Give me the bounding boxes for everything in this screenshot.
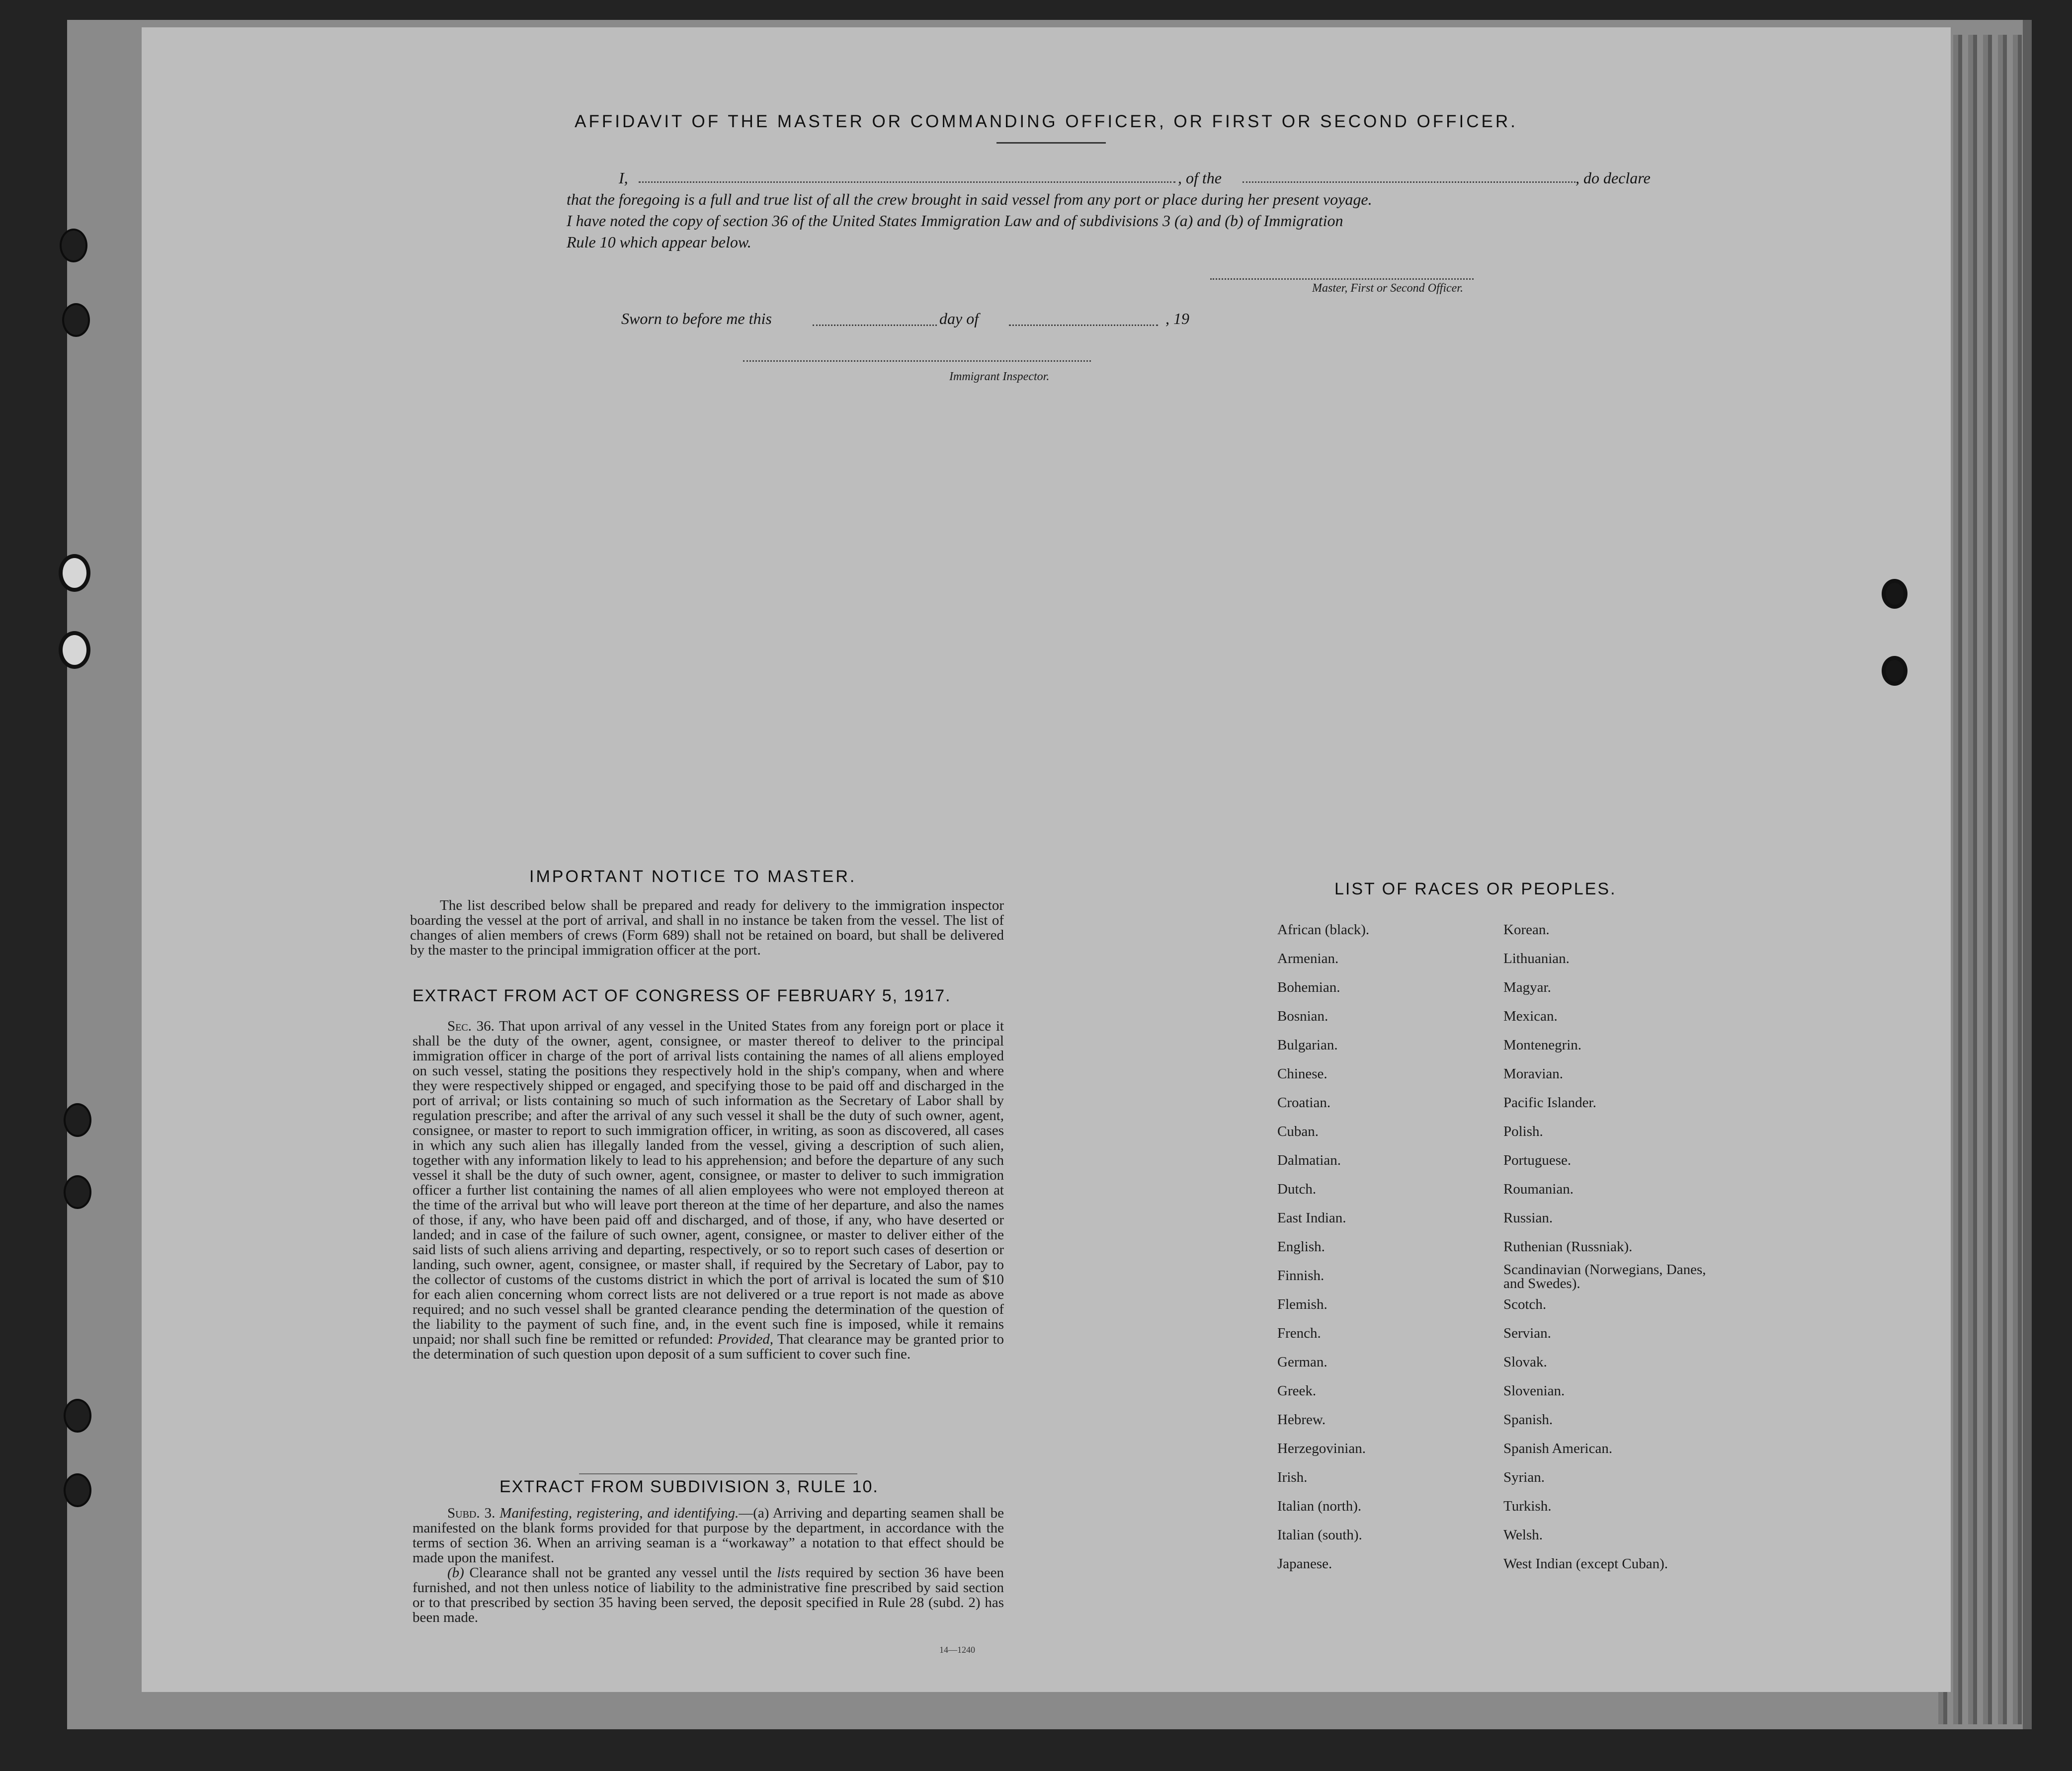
subd-title: Manifesting, registering, and identifying. bbox=[499, 1505, 739, 1521]
section-text: That upon arrival of any vessel in the United States from any foreign port or place it shall be the duty of the owner, agent, consignee, or master thereof to deliver to the principal immigration officer in charge of the port of arrival lists containing the names of all aliens employed on such vessel, stating the positions they respectively hold in the ship's company, when and where they were respectively shipped or engaged, and specifying those to be paid off and discharged in the port of arrival; or lists containing so much of such information as the Secretary of Labor shall by regulation prescribe; and after the arrival of any such vessel it shall be the duty of such owner, agent, consignee, or master to report to such immigration officer, in writing, as soon as discovered, all cases in which any such alien has illegally landed from the vessel, giving a description of such alien, together with any information likely to lead to his apprehension; and before the departure of any such vessel it shall be the duty of such owner, agent, consignee, or master to deliver to such immigration officer a further list containing the names of all alien employees who were not employed thereon at the time of the arrival but who will leave port thereon at the time of her departure, and also the names of those, if any, who have been paid off and discharged, and of those, if any, who have deserted or landed; and in case of the failure of such owner, agent, consignee, or master to deliver either of the said lists of such aliens arriving and departing, respectively, or so to report such cases of desertion or landing, such owner, agent, consignee, or master shall, if required by the Secretary of Labor, pay to the collector of customs of the customs district in which the port of arrival is located the sum of $10 for each alien concerning whom correct lists are not delivered or a true report is not made as above required; and no such vessel shall be granted clearance pending the determination of the question of the liability to the payment of such fine, and, in the event such fine is imposed, while it remains unpaid; nor shall such fine be remitted or refunded: bbox=[413, 1018, 1004, 1347]
document-page bbox=[142, 27, 1951, 1692]
binder-hole bbox=[64, 1473, 91, 1507]
race-right-item: Polish. bbox=[1503, 1124, 1543, 1139]
race-left-item: Italian (south). bbox=[1277, 1527, 1362, 1543]
affidavit-do-declare: , do declare bbox=[1575, 169, 1651, 187]
binder-hole bbox=[64, 1399, 91, 1433]
race-left-item: Chinese. bbox=[1277, 1066, 1327, 1082]
form-code: 14—1240 bbox=[939, 1645, 975, 1655]
name-blank bbox=[639, 181, 1175, 183]
race-left-item: Japanese. bbox=[1277, 1556, 1332, 1572]
race-right-item: Spanish American. bbox=[1503, 1441, 1613, 1456]
race-left-item: Bosnian. bbox=[1277, 1008, 1328, 1024]
race-right-item: Mexican. bbox=[1503, 1008, 1558, 1024]
title-rule bbox=[996, 142, 1106, 144]
race-left-item: Croatian. bbox=[1277, 1095, 1331, 1111]
race-left-item: English. bbox=[1277, 1239, 1325, 1255]
race-left-item: Bulgarian. bbox=[1277, 1037, 1338, 1053]
proviso-label: Provided, bbox=[717, 1331, 773, 1347]
year-text: , 19 bbox=[1165, 310, 1189, 327]
affidavit-line4: Rule 10 which appear below. bbox=[567, 233, 751, 251]
race-right-item: Korean. bbox=[1503, 922, 1550, 938]
inspector-line bbox=[743, 360, 1091, 362]
para-b-text2: required by section 36 have been furnished, and not then unless notice of liability to the administrative fine prescribed by said section or to that prescribed by section 35 having been served, the deposit specified in Rule 28 (subd. 2) has been made. bbox=[413, 1565, 1004, 1625]
subd-label: Subd. 3. bbox=[447, 1505, 496, 1521]
race-left-item: East Indian. bbox=[1277, 1210, 1346, 1226]
race-left-item: French. bbox=[1277, 1325, 1321, 1341]
affidavit-i: I, bbox=[619, 169, 628, 187]
races-heading: LIST OF RACES OR PEOPLES. bbox=[1334, 880, 1617, 898]
race-left-item: Irish. bbox=[1277, 1469, 1308, 1485]
binder-hole bbox=[64, 1103, 91, 1137]
race-right-item: Scandinavian (Norwegians, Danes, and Swedes). bbox=[1503, 1262, 1706, 1291]
race-right-item: Welsh. bbox=[1503, 1527, 1543, 1543]
race-right-item: Roumanian. bbox=[1503, 1181, 1574, 1197]
section-rule bbox=[579, 1473, 857, 1474]
day-of-text: day of bbox=[939, 310, 979, 327]
sworn-month-blank bbox=[1009, 324, 1158, 326]
signature-caption: Master, First or Second Officer. bbox=[1312, 282, 1463, 295]
race-right-item: Magyar. bbox=[1503, 979, 1551, 995]
race-left-item: Armenian. bbox=[1277, 951, 1339, 966]
race-right-item: West Indian (except Cuban). bbox=[1503, 1556, 1668, 1572]
subd-para-a: —(a) Arriving and departing seamen shall be manifested on the blank forms provided for that purpose by the department, in accordance with the terms of section 36. When an arriving seaman is a “workaway” a notation to that effect should be made upon the manifest. bbox=[413, 1505, 1004, 1566]
race-left-item: German. bbox=[1277, 1354, 1327, 1370]
race-right-item: Scotch. bbox=[1503, 1296, 1547, 1312]
rule-heading: EXTRACT FROM SUBDIVISION 3, RULE 10. bbox=[499, 1477, 879, 1496]
race-left-item: Finnish. bbox=[1277, 1268, 1325, 1284]
rule-para-a bbox=[413, 1506, 1004, 1565]
sworn-text: Sworn to before me this bbox=[621, 310, 772, 327]
race-right-item: Servian. bbox=[1503, 1325, 1551, 1341]
section-label: Sec. 36. bbox=[447, 1018, 495, 1034]
para-b-text1: Clearance shall not be granted any vessel until the bbox=[469, 1565, 772, 1581]
race-left-item: Herzegovinian. bbox=[1277, 1441, 1366, 1456]
affidavit-of-the: , of the bbox=[1178, 169, 1222, 187]
proviso-text: That clearance may be granted prior to the determination of such question upon deposit of a sum sufficient to cover such fine. bbox=[413, 1331, 1004, 1362]
race-right-item: Portuguese. bbox=[1503, 1152, 1572, 1168]
race-right-item: Moravian. bbox=[1503, 1066, 1563, 1082]
race-right-item: Slovak. bbox=[1503, 1354, 1547, 1370]
race-left-item: Dalmatian. bbox=[1277, 1152, 1341, 1168]
race-left-item: Dutch. bbox=[1277, 1181, 1317, 1197]
race-left-item: Italian (north). bbox=[1277, 1498, 1362, 1514]
race-left-item: Flemish. bbox=[1277, 1296, 1327, 1312]
rule-body bbox=[413, 1506, 1004, 1625]
binder-hole bbox=[59, 631, 90, 669]
act-paragraph bbox=[413, 1019, 1004, 1362]
act-body bbox=[413, 1019, 1004, 1362]
affidavit-title: AFFIDAVIT OF THE MASTER OR COMMANDING OFFICER, OR FIRST OR SECOND OFFICER. bbox=[575, 112, 1518, 131]
race-right-item: Pacific Islander. bbox=[1503, 1095, 1596, 1111]
binder-hole bbox=[1882, 579, 1907, 609]
race-right-item: Syrian. bbox=[1503, 1469, 1545, 1485]
race-left-item: Greek. bbox=[1277, 1383, 1317, 1399]
race-right-item: Spanish. bbox=[1503, 1412, 1553, 1428]
notice-body bbox=[410, 898, 1004, 958]
signature-line bbox=[1210, 278, 1474, 280]
race-right-item: Russian. bbox=[1503, 1210, 1553, 1226]
race-left-item: African (black). bbox=[1277, 922, 1370, 938]
race-right-item: Ruthenian (Russniak). bbox=[1503, 1239, 1633, 1255]
race-right-item: Montenegrin. bbox=[1503, 1037, 1582, 1053]
notice-heading: IMPORTANT NOTICE TO MASTER. bbox=[529, 867, 857, 886]
back-sheet-edge bbox=[1938, 35, 2023, 1724]
affidavit-line2: that the foregoing is a full and true list of all the crew brought in said vessel from any port or place during her present voyage. bbox=[567, 190, 1372, 208]
vessel-blank bbox=[1243, 181, 1575, 183]
notice-text: The list described below shall be prepared and ready for delivery to the immigration inspector boarding the vessel at the port of arrival, and shall in no instance be taken from the vessel. The list of changes of alien members of crews (Form 689) shall not be retained on board, but shall be delivered by the master to the principal immigration officer at the port. bbox=[410, 897, 1004, 958]
sworn-day-blank bbox=[813, 324, 937, 326]
inspector-caption: Immigrant Inspector. bbox=[949, 370, 1050, 383]
binder-hole bbox=[60, 229, 87, 262]
act-heading: EXTRACT FROM ACT OF CONGRESS OF FEBRUARY 5, 1917. bbox=[413, 986, 951, 1005]
race-right-item: Slovenian. bbox=[1503, 1383, 1565, 1399]
binder-hole bbox=[64, 1175, 91, 1209]
race-left-item: Cuban. bbox=[1277, 1124, 1319, 1139]
binder-hole bbox=[59, 554, 90, 592]
binder-hole bbox=[1882, 656, 1907, 686]
race-left-item: Hebrew. bbox=[1277, 1412, 1326, 1428]
affidavit-line3: I have noted the copy of section 36 of the United States Immigration Law and of subdivisions 3 (a) and (b) of Immigration bbox=[567, 212, 1343, 230]
race-right-item: Lithuanian. bbox=[1503, 951, 1570, 966]
para-b-label: (b) bbox=[447, 1565, 464, 1581]
rule-para-b bbox=[413, 1565, 1004, 1625]
binder-hole bbox=[62, 303, 90, 337]
race-left-item: Bohemian. bbox=[1277, 979, 1340, 995]
para-b-lists: lists bbox=[777, 1565, 801, 1581]
race-right-item: Turkish. bbox=[1503, 1498, 1552, 1514]
